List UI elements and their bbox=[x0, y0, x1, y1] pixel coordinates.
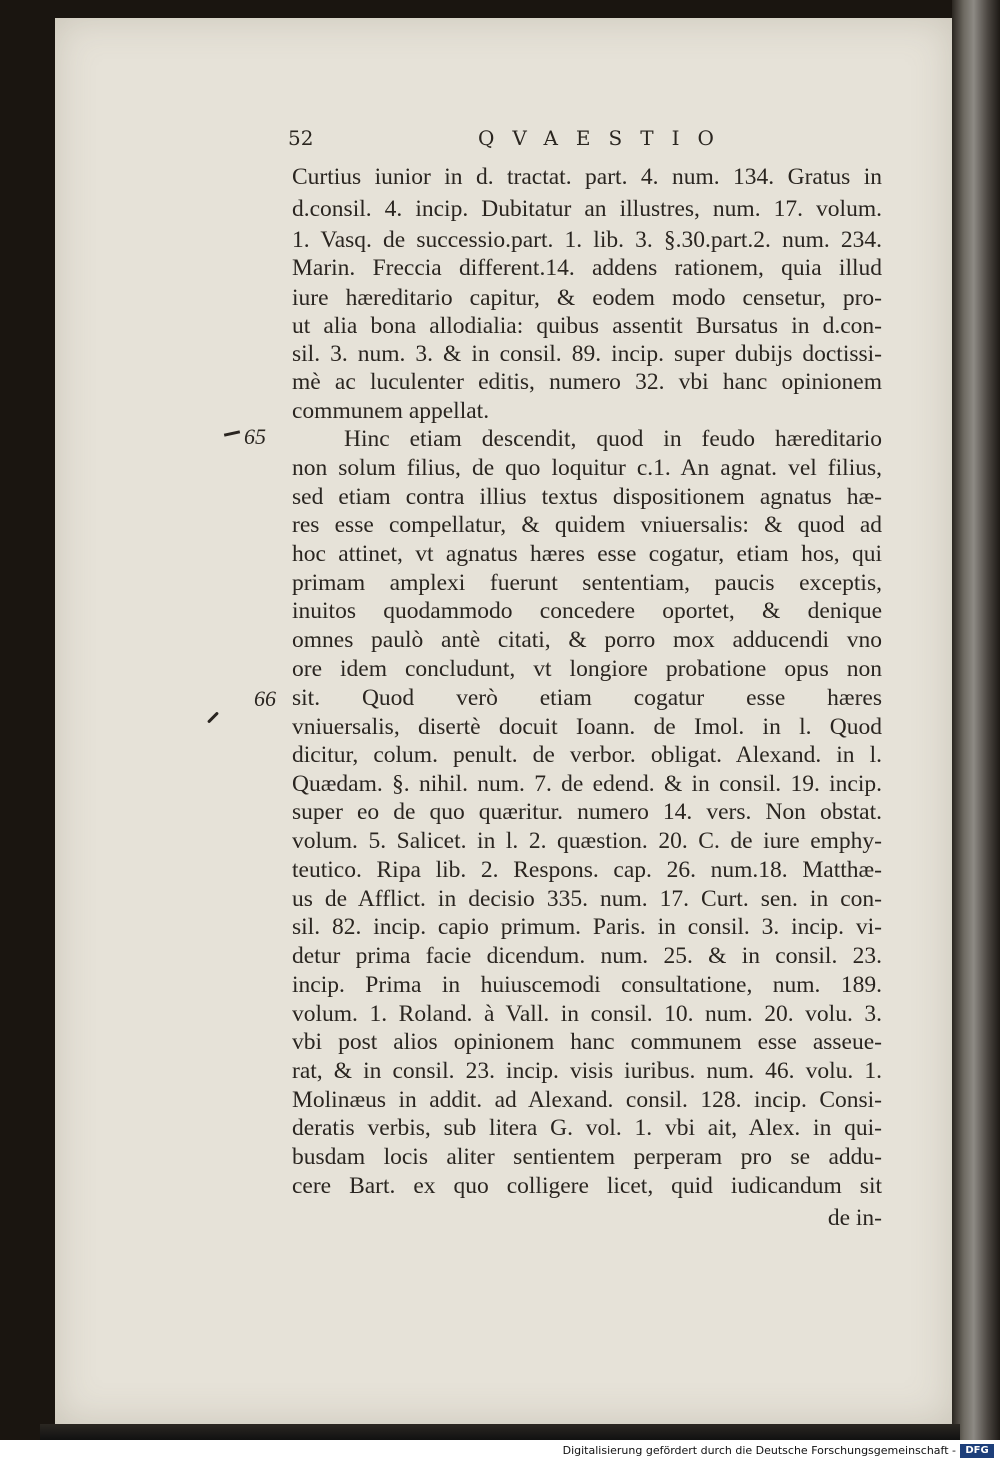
text-line: volum. 5. Salicet. in l. 2. quæstion. 20. C. de iure emphy- bbox=[292, 828, 882, 854]
page-number: 52 bbox=[288, 126, 314, 150]
catchword: de in- bbox=[827, 1205, 882, 1231]
funding-notice: Digitalisierung gefördert durch die Deutsche Forschungsgemeinschaft - bbox=[562, 1444, 956, 1457]
text-line: volum. 1. Roland. à Vall. in consil. 10. num. 20. volu. 3. bbox=[292, 1001, 882, 1027]
text-line: cere Bart. ex quo colligere licet, quid iudicandum sit bbox=[292, 1173, 882, 1199]
text-line: omnes paulò antè citati, & porro mox adducendi vno bbox=[292, 627, 882, 653]
text-line: sit. Quod verò etiam cogatur esse hæres bbox=[292, 685, 882, 711]
text-line: teutico. Ripa lib. 2. Respons. cap. 26. num.18. Matthæ- bbox=[292, 857, 882, 883]
text-line: detur prima facie dicendum. num. 25. & in consil. 23. bbox=[292, 943, 882, 969]
text-line: res esse compellatur, & quidem vniuersalis: & quod ad bbox=[292, 512, 882, 538]
text-line: Curtius iunior in d. tractat. part. 4. num. 134. Gratus in bbox=[292, 164, 882, 190]
text-line: incip. Prima in huiuscemodi consultatione, num. 189. bbox=[292, 972, 882, 998]
book-edge-bottom bbox=[40, 1424, 960, 1440]
text-line: sil. 82. incip. capio primum. Paris. in consil. 3. incip. vi- bbox=[292, 914, 882, 940]
text-line: busdam locis aliter sentientem perperam pro se addu- bbox=[292, 1144, 882, 1170]
text-line: vbi post alios opinionem hanc communem esse asseue- bbox=[292, 1029, 882, 1055]
running-title: QVAESTIO bbox=[478, 126, 732, 150]
text-line: non solum filius, de quo loquitur c.1. An agnat. vel filius, bbox=[292, 455, 882, 481]
text-line: mè ac luculenter editis, numero 32. vbi hanc opinionem bbox=[292, 369, 882, 395]
text-line: 1. Vasq. de successio.part. 1. lib. 3. §.30.part.2. num. 234. bbox=[292, 227, 882, 253]
margin-note-66: 66 bbox=[254, 686, 276, 711]
text-line: us de Afflict. in decisio 335. num. 17. Curt. sen. in con- bbox=[292, 886, 882, 912]
footer-bar bbox=[0, 1440, 1000, 1462]
text-line: sil. 3. num. 3. & in consil. 89. incip. super dubijs doctissi- bbox=[292, 341, 882, 367]
text-line: Marin. Freccia different.14. addens rationem, quia illud bbox=[292, 255, 882, 281]
book-edge-right bbox=[952, 0, 1000, 1440]
text-line: ut alia bona allodialia: quibus assentit Bursatus in d.con- bbox=[292, 313, 882, 339]
text-line: deratis verbis, sub litera G. vol. 1. vbi ait, Alex. in qui- bbox=[292, 1115, 882, 1141]
text-line: dicitur, colum. penult. de verbor. obligat. Alexand. in l. bbox=[292, 742, 882, 768]
text-line: super eo de quo quæritur. numero 14. vers. Non obstat. bbox=[292, 799, 882, 825]
text-line: d.consil. 4. incip. Dubitatur an illustres, num. 17. volum. bbox=[292, 196, 882, 222]
text-line: sed etiam contra illius textus dispositionem agnatus hæ- bbox=[292, 484, 882, 510]
text-line: rat, & in consil. 23. incip. visis iuribus. num. 46. volu. 1. bbox=[292, 1058, 882, 1084]
margin-note-65: 65 bbox=[244, 424, 266, 449]
dfg-logo: DFG bbox=[960, 1444, 994, 1458]
text-line: hoc attinet, vt agnatus hæres esse cogatur, etiam hos, qui bbox=[292, 541, 882, 567]
text-line: vniuersalis, disertè docuit Ioann. de Imol. in l. Quod bbox=[292, 714, 882, 740]
text-line: Molinæus in addit. ad Alexand. consil. 128. incip. Consi- bbox=[292, 1087, 882, 1113]
text-line: iure hæreditario capitur, & eodem modo censetur, pro- bbox=[292, 285, 882, 311]
text-line: primam amplexi fuerunt sententiam, paucis exceptis, bbox=[292, 570, 882, 596]
text-line: ore idem concludunt, vt longiore probatione opus non bbox=[292, 656, 882, 682]
text-line: inuitos quodammodo concedere oportet, & denique bbox=[292, 598, 882, 624]
text-line: communem appellat. bbox=[292, 398, 490, 424]
text-line: Hinc etiam descendit, quod in feudo hæreditario bbox=[344, 426, 882, 452]
text-line: Quædam. §. nihil. num. 7. de edend. & in consil. 19. incip. bbox=[292, 771, 882, 797]
